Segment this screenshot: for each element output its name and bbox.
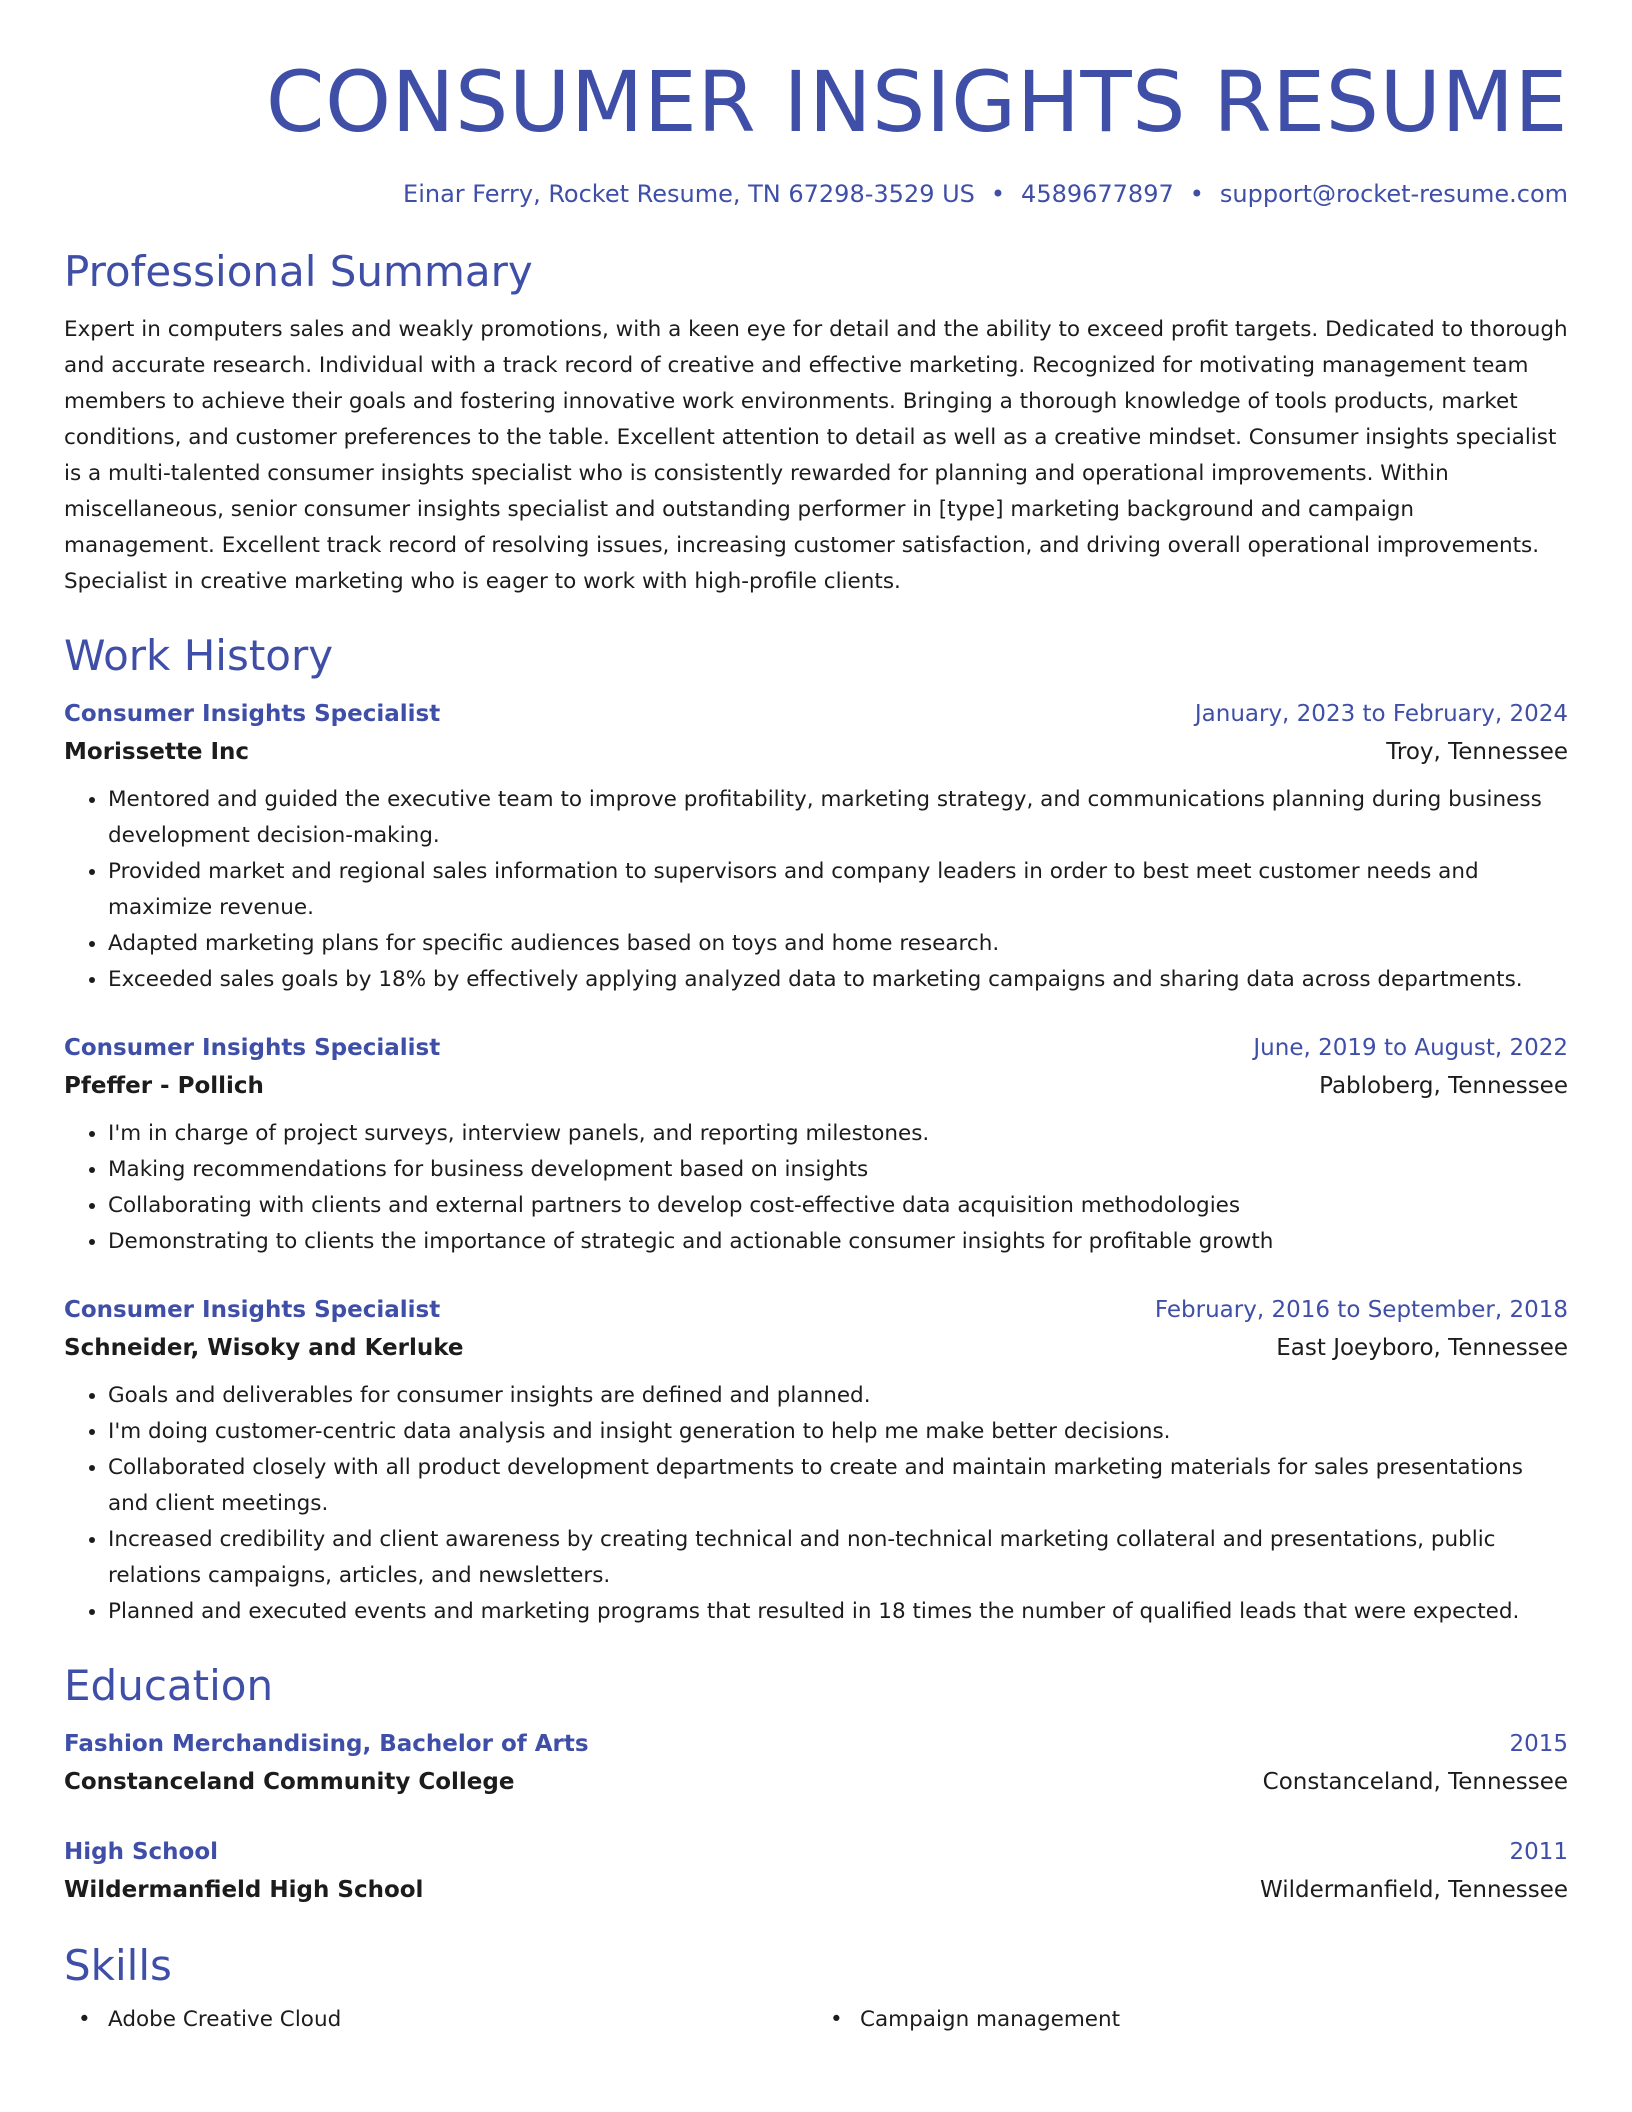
skills-list [64,2002,1568,2038]
job-bullet: • Making recommendations for business development based on insights [108,1152,1568,1188]
job-location: East Joeyboro, Tennessee [1276,1335,1568,1361]
education-school: Constanceland Community College [64,1769,515,1795]
job-bullets [64,782,1568,998]
contact-line [64,178,1568,210]
job-bullet: • Increased credibility and client awareness by creating technical and non-technical marketing collateral and presentations, public relations campaigns, articles, and newsletters. [108,1522,1568,1594]
job-entry [64,1030,1568,1260]
education-location: Constanceland, Tennessee [1262,1769,1568,1795]
education-year: 2015 [1509,1731,1568,1757]
document-title: CONSUMER INSIGHTS RESUME [265,53,1568,151]
job-bullets [64,1378,1568,1630]
section-title-summary: Professional Summary [64,247,533,296]
education-year: 2011 [1509,1839,1568,1865]
section-title-skills: Skills [64,1941,172,1990]
contact-address: Einar Ferry, Rocket Resume, TN 67298-3529 US [403,180,975,208]
job-bullet: • Provided market and regional sales information to supervisors and company leaders in order to best meet customer needs and maximize revenue. [108,854,1568,926]
job-role: Consumer Insights Specialist [64,1297,441,1323]
skill-item: • Campaign management [816,2002,1568,2038]
job-company: Morissette Inc [64,739,250,765]
contact-email[interactable]: support@rocket-resume.com [1219,180,1568,208]
job-bullet: • Demonstrating to clients the importance of strategic and actionable consumer insights for profitable growth [108,1224,1568,1260]
job-bullet: • Planned and executed events and marketing programs that resulted in 18 times the number of qualified leads that were expected. [108,1594,1568,1630]
contact-phone: 4589677897 [1021,180,1174,208]
job-dates: January, 2023 to February, 2024 [1194,701,1568,727]
section-title-education: Education [64,1661,274,1710]
education-school: Wildermanfield High School [64,1877,424,1903]
education-degree: Fashion Merchandising, Bachelor of Arts [64,1731,589,1757]
education-entry [64,1726,1568,1802]
education-location: Wildermanfield, Tennessee [1259,1877,1568,1903]
education-degree: High School [64,1839,219,1865]
job-role: Consumer Insights Specialist [64,1035,441,1061]
contact-separator: • [990,180,1006,208]
resume-header [64,0,1568,210]
job-bullet: • Goals and deliverables for consumer insights are defined and planned. [108,1378,1568,1414]
job-dates: February, 2016 to September, 2018 [1154,1297,1568,1323]
job-bullet: • Collaborating with clients and external partners to develop cost-effective data acquisition methodologies [108,1188,1568,1224]
job-bullet: • Exceeded sales goals by 18% by effectively applying analyzed data to marketing campaigns and sharing data across departments. [108,962,1568,998]
job-dates: June, 2019 to August, 2022 [1253,1035,1568,1061]
job-role: Consumer Insights Specialist [64,701,441,727]
skill-item: • Adobe Creative Cloud [64,2002,816,2038]
summary-text: Expert in computers sales and weakly promotions, with a keen eye for detail and the ability to exceed profit targets. Dedicated to thorough and accurate research. Individual with a track record of creative and effective marketing. Recognized for motivating management team members to achieve their goals and fostering innovative work environments. Bringing a thorough knowledge of tools products, market conditions, and customer preferences to the table. Excellent attention to detail as well as a creative mindset. Consumer insights specialist is a multi-talented consumer insights specialist who is consistently rewarded for planning and operational improvements. Within miscellaneous, senior consumer insights specialist and outstanding performer in [type] marketing background and campaign management. Excellent track record of resolving issues, increasing customer satisfaction, and driving overall operational improvements. Specialist in creative marketing who is eager to work with high-profile clients. [64,317,1568,594]
job-bullet: • I'm doing customer-centric data analysis and insight generation to help me make better decisions. [108,1414,1568,1450]
job-company: Schneider, Wisoky and Kerluke [64,1335,464,1361]
job-bullet: • Mentored and guided the executive team to improve profitability, marketing strategy, and communications planning during business development decision-making. [108,782,1568,854]
job-location: Pabloberg, Tennessee [1319,1073,1568,1099]
job-bullet: • Adapted marketing plans for specific audiences based on toys and home research. [108,926,1568,962]
contact-separator: • [1189,180,1204,208]
education-entry [64,1834,1568,1910]
job-entry [64,1292,1568,1630]
job-bullet: • I'm in charge of project surveys, interview panels, and reporting milestones. [108,1116,1568,1152]
job-bullets [64,1116,1568,1260]
section-title-work-history: Work History [64,631,334,680]
job-company: Pfeffer - Pollich [64,1073,264,1099]
job-location: Troy, Tennessee [1386,739,1568,765]
job-bullet: • Collaborated closely with all product development departments to create and maintain marketing materials for sales presentations and client meetings. [108,1450,1568,1522]
job-entry [64,696,1568,998]
